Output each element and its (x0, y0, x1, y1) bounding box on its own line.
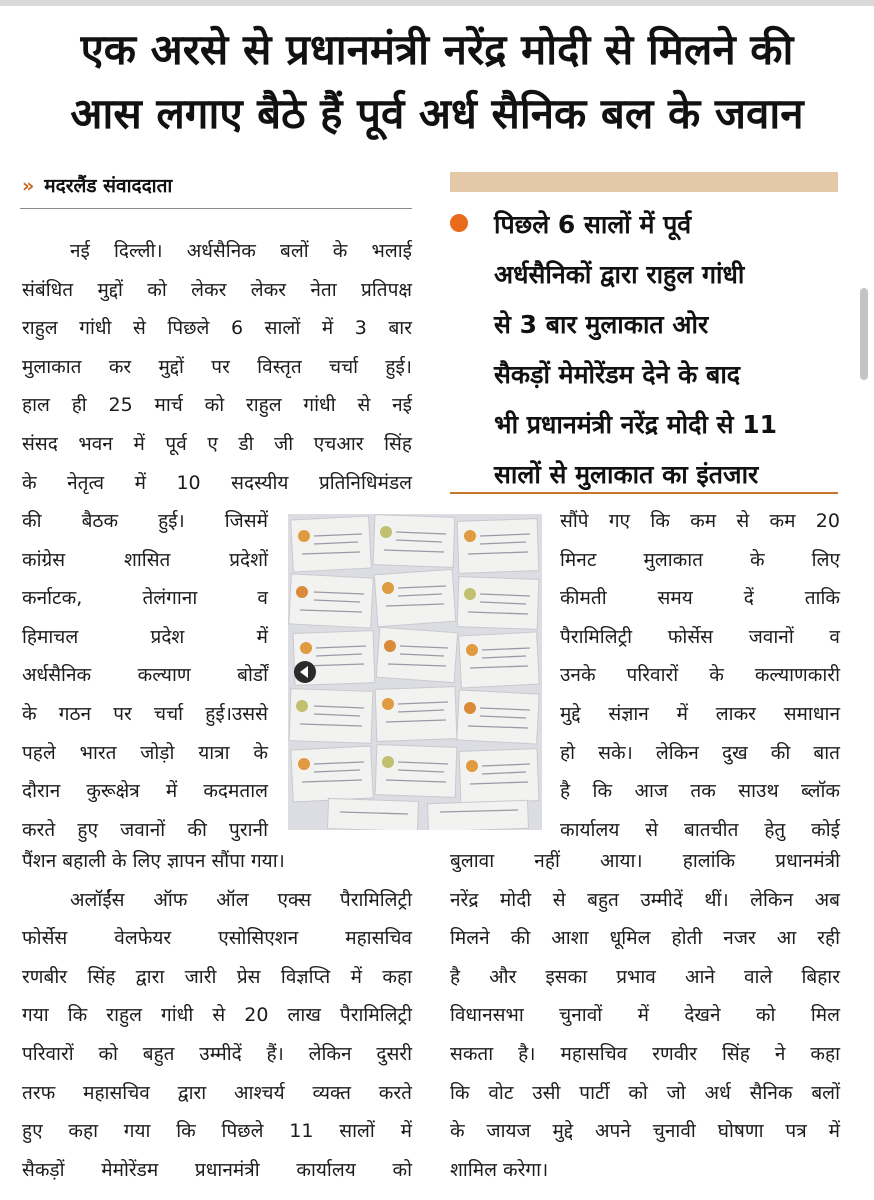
scrollbar-thumb[interactable] (860, 288, 868, 380)
highlight-line: पिछले 6 सालों में पूर्व (494, 210, 692, 239)
byline-divider (20, 208, 412, 209)
body-line: पैंशन बहाली के लिए ज्ञापन सौंपा गया। (22, 850, 285, 872)
body-line: मुद्दे संज्ञान में लाकर समाधान (560, 702, 840, 725)
body-line: कीमती समय दें ताकि (560, 587, 840, 610)
body-left-narrow (22, 502, 268, 849)
body-line: कार्यालय से बातचीत हेतु कोई (560, 818, 840, 841)
highlight-line: अर्धसैनिकों द्वारा राहुल गांधी (494, 260, 745, 289)
body-line: हो सके। लेकिन दुख की बात (560, 741, 840, 764)
body-line: विधानसभा चुनावों में देखने को मिल (450, 1004, 840, 1027)
body-right-bottom (450, 842, 840, 1189)
memorandum-photo (288, 514, 542, 830)
body-line: है और इसका प्रभाव आने वाले बिहार (450, 965, 840, 988)
body-line: है कि आज तक साउथ ब्लॉक (560, 780, 840, 803)
body-line: संबंधित मुद्दों को लेकर लेकर नेता प्रतिपक्ष (22, 278, 412, 301)
highlight-line: सैकड़ों मेमोरेंडम देने के बाद (494, 360, 741, 389)
headline-line-2: आस लगाए बैठे हैं पूर्व अर्ध सैनिक बल के जवान (70, 89, 804, 138)
highlight-top-bar (450, 172, 838, 192)
body-line: हाल ही 25 मार्च को राहुल गांधी से नई (22, 394, 412, 417)
highlight-bottom-rule (450, 492, 838, 494)
body-line: मिलने की आशा धूमिल होती नजर आ रही (450, 927, 840, 950)
body-line: अर्धसैनिक कल्याण बोर्डों (22, 664, 268, 687)
body-line: तरफ महासचिव द्वारा आश्चर्य व्यक्त करते (22, 1081, 412, 1104)
body-line: उनके परिवारों के कल्याणकारी (560, 664, 840, 687)
body-line: संसद भवन में पूर्व ए डी जी एचआर सिंह (22, 432, 412, 455)
body-line: सौंपे गए कि कम से कम 20 (560, 510, 840, 532)
body-left-bottom (22, 842, 412, 1189)
highlight-line: से 3 बार मुलाकात ओर (494, 310, 709, 339)
double-chevron-icon: » (22, 175, 35, 197)
highlight-line: भी प्रधानमंत्री नरेंद्र मोदी से 11 (494, 410, 777, 439)
body-line: करते हुए जवानों की पुरानी (22, 818, 268, 841)
body-line: की बैठक हुई। जिसमें (22, 510, 268, 532)
highlight-text (494, 200, 840, 500)
body-line: नरेंद्र मोदी से बहुत उम्मीदें थीं। लेकिन अब (450, 888, 840, 911)
body-line: रणबीर सिंह द्वारा जारी प्रेस विज्ञप्ति में कहा (22, 965, 412, 988)
body-right-narrow (560, 502, 840, 849)
body-line: मिनट मुलाकात के लिए (560, 548, 840, 571)
headline (10, 18, 864, 146)
bullet-dot-icon (450, 214, 468, 232)
memorandum-photo-illustration (288, 514, 542, 830)
body-line: के नेतृत्व में 10 सदस्यीय प्रतिनिधिमंडल (22, 471, 412, 494)
body-line: पैरामिलिट्री फोर्सेस जवानों व (560, 625, 840, 648)
body-line: फोर्सेस वेलफेयर एसोसिएशन महासचिव (22, 927, 412, 950)
highlight-line: सालों से मुलाकात का इंतजार (494, 460, 759, 489)
headline-line-1: एक अरसे से प्रधानमंत्री नरेंद्र मोदी से मिलने की (80, 25, 794, 74)
body-line: अलॉईंस ऑफ ऑल एक्स पैरामिलिट्री (70, 888, 412, 911)
body-line: नई दिल्ली। अर्धसैनिक बलों के भलाई (70, 240, 412, 262)
body-line: पहले भारत जोड़ो यात्रा के (22, 741, 268, 764)
body-line: हिमाचल प्रदेश में (22, 625, 268, 648)
byline (22, 172, 172, 198)
body-line: हुए कहा गया कि पिछले 11 सालों में (22, 1120, 412, 1143)
body-line: परिवारों को बहुत उम्मीदें हैं। लेकिन दुसरी (22, 1042, 412, 1065)
body-line: सकता है। महासचिव रणवीर सिंह ने कहा (450, 1042, 840, 1065)
body-line: सैकड़ों मेमोरेंडम प्रधानमंत्री कार्यालय को (22, 1158, 412, 1181)
body-line: कि वोट उसी पार्टी को जो अर्ध सैनिक बलों (450, 1081, 840, 1104)
body-line: के जायज मुद्दे अपने चुनावी घोषणा पत्र में (450, 1120, 840, 1143)
body-line: मुलाकात कर मुद्दों पर विस्तृत चर्चा हुई। (22, 355, 412, 378)
body-left-top (22, 232, 412, 502)
page-top-trim (0, 0, 874, 6)
body-line: कर्नाटक, तेलंगाना व (22, 587, 268, 610)
body-line: गया कि राहुल गांधी से 20 लाख पैरामिलिट्री (22, 1004, 412, 1027)
body-line: दौरान कुरूक्षेत्र में कदमताल (22, 780, 268, 803)
body-line: कांग्रेस शासित प्रदेशों (22, 548, 268, 571)
body-line: राहुल गांधी से पिछले 6 सालों में 3 बार (22, 317, 412, 340)
body-line: के गठन पर चर्चा हुई।उससे (22, 702, 268, 725)
byline-text: मदरलैंड संवाददाता (44, 175, 173, 197)
body-line: शामिल करेगा। (450, 1158, 549, 1181)
body-line: बुलावा नहीं आया। हालांकि प्रधानमंत्री (450, 850, 840, 872)
